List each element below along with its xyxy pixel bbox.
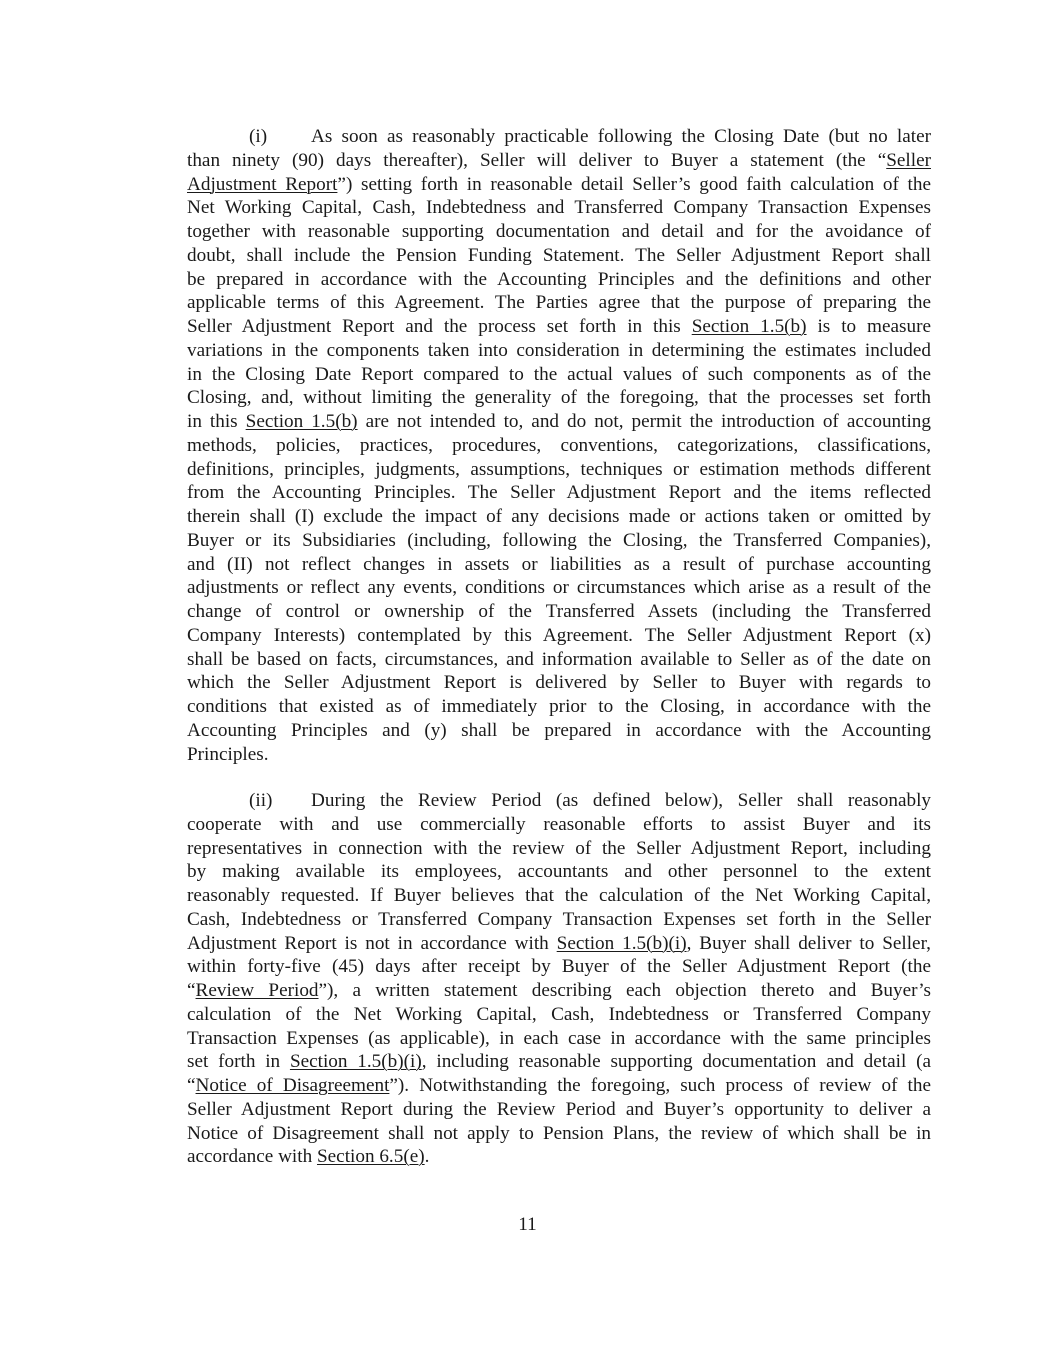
text-line xyxy=(187,149,931,173)
text-line xyxy=(187,244,931,268)
text-run: , including reasonable supporting documentation and detail (a xyxy=(421,1051,931,1073)
text-line xyxy=(187,339,931,363)
text-run: change of control or ownership of the Transferred Assets (including the Transferred xyxy=(187,601,931,622)
text-run: therein shall (I) exclude the impact of any decisions made or actions taken or omitted by xyxy=(187,506,931,527)
text-run: methods, policies, practices, procedures, conventions, categorizations, classifications, xyxy=(187,434,931,456)
text-run: cooperate with and use commercially reasonable efforts to assist Buyer and its xyxy=(187,813,931,835)
text-line xyxy=(187,196,931,220)
text-run: together with reasonable supporting documentation and detail and for the avoidance of xyxy=(187,221,931,242)
text-run: Buyer or its Subsidiaries (including, following the Closing, the Transferred Companies), xyxy=(187,529,931,551)
text-run: variations in the components taken into consideration in determining the estimates included xyxy=(187,339,931,361)
paragraph-enumerator: (i) xyxy=(249,126,268,147)
text-run: and (II) not reflect changes in assets or liabilities as a result of purchase accounting xyxy=(187,553,931,575)
text-line xyxy=(187,1050,931,1074)
text-line xyxy=(187,1027,931,1051)
text-run: , Buyer shall deliver to Seller, xyxy=(686,932,931,954)
text-run: within forty-five (45) days after receipt by Buyer of the Seller Adjustment Report (the xyxy=(187,956,931,978)
text-run: conditions that existed as of immediately prior to the Closing, in accordance with the xyxy=(187,696,931,717)
text-run: During the Review Period (as defined below), Seller shall reasonably xyxy=(311,790,931,811)
text-line xyxy=(187,955,931,979)
text-line xyxy=(187,600,931,624)
text-line xyxy=(187,529,931,553)
text-run: reasonably requested. If Buyer believes that the calculation of the Net Working Capital, xyxy=(187,885,931,906)
text-run: is to measure xyxy=(806,316,931,337)
text-line xyxy=(187,458,931,482)
text-line xyxy=(187,908,931,932)
text-line xyxy=(187,363,931,387)
text-line xyxy=(187,1122,931,1146)
text-line xyxy=(187,648,931,672)
text-line xyxy=(187,695,931,719)
text-run: Seller Adjustment Report during the Review Period and Buyer’s opportunity to deliver a xyxy=(187,1098,931,1120)
text-run: Company Interests) contemplated by this Agreement. The Seller Adjustment Report (x) xyxy=(187,624,931,646)
cross-reference-link: Section 1.5(b) xyxy=(691,316,807,337)
text-run: which the Seller Adjustment Report is delivered by Seller to Buyer with regards to xyxy=(187,672,931,694)
text-run: set forth in xyxy=(187,1051,290,1073)
text-run: Adjustment Report is not in accordance with xyxy=(187,932,557,954)
text-run: Seller Adjustment Report and the process set forth in this xyxy=(187,316,692,337)
text-run: adjustments or reflect any events, conditions or circumstances which arise as a result of the xyxy=(187,577,931,599)
text-line xyxy=(187,932,931,956)
text-run: from the Accounting Principles. The Seller Adjustment Report and the items reflected xyxy=(187,482,931,504)
cross-reference-link: Seller xyxy=(886,149,931,171)
text-line xyxy=(187,837,931,861)
page-number: 11 xyxy=(518,1214,537,1235)
text-run: by making available its employees, accountants and other personnel to the extent xyxy=(187,861,931,883)
text-run: “ xyxy=(187,1075,196,1096)
cross-reference-link: Section 1.5(b)(i) xyxy=(289,1051,422,1073)
text-run: Net Working Capital, Cash, Indebtedness and Transferred Company Transaction Expenses xyxy=(187,197,931,219)
text-line xyxy=(187,481,931,505)
text-line xyxy=(187,979,931,1003)
text-line xyxy=(187,1098,931,1122)
text-line xyxy=(187,125,931,149)
text-line xyxy=(187,860,931,884)
text-run: are not intended to, and do not, permit the introduction of accounting xyxy=(357,411,931,432)
text-run: Principles. xyxy=(187,743,269,765)
text-run: in the Closing Date Report compared to the actual values of such components as of the xyxy=(187,363,931,385)
text-line xyxy=(187,434,931,458)
text-run: Closing, and, without limiting the generality of the foregoing, that the processes set forth xyxy=(187,387,931,409)
cross-reference-link: Adjustment Report xyxy=(187,173,338,195)
text-line xyxy=(187,743,931,767)
text-line xyxy=(187,268,931,292)
text-run: doubt, shall include the Pension Funding Statement. The Seller Adjustment Report shall xyxy=(187,244,931,266)
text-run: representatives in connection with the review of the Seller Adjustment Report, including xyxy=(187,837,931,859)
text-run: ”). Notwithstanding the foregoing, such process of review of the xyxy=(389,1075,931,1096)
text-run: than ninety (90) days thereafter), Seller will deliver to Buyer a statement (the “ xyxy=(187,149,887,171)
paragraph-enumerator: (ii) xyxy=(249,790,273,811)
text-line xyxy=(187,505,931,529)
text-line xyxy=(187,553,931,577)
cross-reference-link: Section 6.5(e) xyxy=(316,1146,425,1168)
text-run: in this xyxy=(187,411,246,432)
text-line xyxy=(187,671,931,695)
text-run: shall be based on facts, circumstances, and information available to Seller as of the date on xyxy=(187,648,931,670)
cross-reference-link: Notice of Disagreement xyxy=(195,1075,390,1096)
text-run: be prepared in accordance with the Accounting Principles and the definitions and other xyxy=(187,268,931,290)
text-run: definitions, principles, judgments, assumptions, techniques or estimation methods different xyxy=(187,458,931,480)
text-run: ”) setting forth in reasonable detail Seller’s good faith calculation of the xyxy=(337,173,931,195)
text-line xyxy=(187,1145,931,1169)
text-line xyxy=(187,576,931,600)
text-run: accordance with xyxy=(187,1146,317,1168)
text-line xyxy=(187,386,931,410)
text-line xyxy=(187,220,931,244)
cross-reference-link: Section 1.5(b)(i) xyxy=(556,932,687,954)
text-run: ”), a written statement describing each objection thereto and Buyer’s xyxy=(318,980,931,1001)
paragraph-i xyxy=(187,125,931,766)
text-line xyxy=(187,173,931,197)
text-run: As soon as reasonably practicable following the Closing Date (but no later xyxy=(311,126,931,147)
text-line xyxy=(187,410,931,434)
text-line xyxy=(187,1074,931,1098)
text-run: Cash, Indebtedness or Transferred Company Transaction Expenses set forth in the Seller xyxy=(187,908,931,930)
text-line xyxy=(187,1003,931,1027)
cross-reference-link: Review Period xyxy=(195,980,319,1001)
text-run: . xyxy=(424,1146,430,1168)
text-line xyxy=(187,884,931,908)
text-run: Transaction Expenses (as applicable), in each case in accordance with the same principles xyxy=(187,1027,931,1049)
text-line xyxy=(187,789,931,813)
paragraph-ii xyxy=(187,789,931,1169)
text-run: Accounting Principles and (y) shall be prepared in accordance with the Accounting xyxy=(187,719,931,741)
text-line xyxy=(187,719,931,743)
text-run: Notice of Disagreement shall not apply to Pension Plans, the review of which shall be in xyxy=(187,1122,931,1144)
text-run: applicable terms of this Agreement. The Parties agree that the purpose of preparing the xyxy=(187,292,931,314)
text-line xyxy=(187,813,931,837)
text-line xyxy=(187,315,931,339)
text-line xyxy=(187,291,931,315)
text-run: calculation of the Net Working Capital, Cash, Indebtedness or Transferred Company xyxy=(187,1003,931,1025)
text-line xyxy=(187,624,931,648)
text-run: “ xyxy=(187,980,196,1001)
cross-reference-link: Section 1.5(b) xyxy=(245,411,358,432)
